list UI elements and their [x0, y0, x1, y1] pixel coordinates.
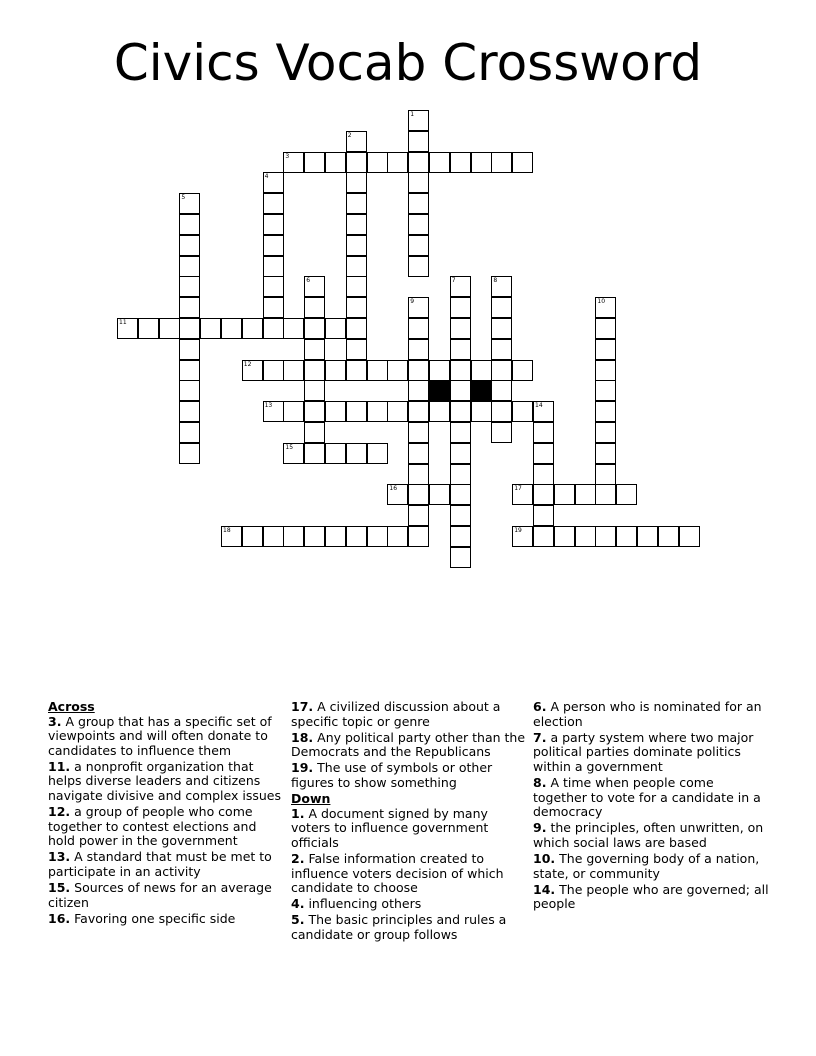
- grid-cell[interactable]: [450, 339, 471, 360]
- grid-cell[interactable]: [304, 443, 325, 464]
- grid-cell[interactable]: [491, 318, 512, 339]
- grid-cell[interactable]: [533, 464, 554, 485]
- grid-cell[interactable]: [408, 526, 429, 547]
- cell-number: 13: [264, 402, 273, 410]
- grid-cell[interactable]: [450, 380, 471, 401]
- grid-cell[interactable]: [283, 443, 304, 464]
- clue-across-3: 3. A group that has a specific set of viewpoints and will often donate to candidates to influence them: [48, 713, 272, 758]
- grid-cell[interactable]: [283, 318, 304, 339]
- grid-cell[interactable]: [450, 318, 471, 339]
- grid-cell[interactable]: [471, 401, 492, 422]
- grid-cell[interactable]: [491, 422, 512, 443]
- grid-cell[interactable]: [346, 172, 367, 193]
- grid-cell[interactable]: [575, 484, 596, 505]
- grid-cell[interactable]: [346, 131, 367, 152]
- clue-across-12: 12. a group of people who come together to contest elections and hold power in the government: [48, 804, 257, 849]
- grid-cell[interactable]: [595, 339, 616, 360]
- across-heading: Across: [48, 699, 95, 714]
- cell-number: 18: [223, 527, 231, 534]
- clue-across-13: 13. A standard that must be met to participate in an activity: [48, 849, 272, 880]
- grid-cell[interactable]: [283, 360, 304, 381]
- grid-cell[interactable]: [179, 422, 200, 443]
- grid-cell[interactable]: [263, 360, 284, 381]
- grid-cell[interactable]: [491, 380, 512, 401]
- grid-cell[interactable]: [408, 131, 429, 152]
- grid-cell[interactable]: [304, 339, 325, 360]
- cell-number: 19: [514, 527, 522, 534]
- grid-cell[interactable]: [408, 193, 429, 214]
- grid-cell[interactable]: [221, 318, 242, 339]
- clue-across-17: 17. A civilized discussion about a specific topic or genre: [291, 699, 501, 729]
- clue-down-8: 8. A time when people come together to vote for a candidate in a democracy: [533, 774, 761, 820]
- grid-cell[interactable]: [346, 318, 367, 339]
- grid-cell[interactable]: [367, 152, 388, 173]
- grid-cell[interactable]: [616, 484, 637, 505]
- grid-cell[interactable]: [179, 193, 200, 214]
- grid-cell[interactable]: [325, 318, 346, 339]
- grid-cell[interactable]: [304, 380, 325, 401]
- grid-cell[interactable]: [283, 526, 304, 547]
- grid-cell[interactable]: [491, 276, 512, 297]
- grid-cell[interactable]: [367, 526, 388, 547]
- grid-cell[interactable]: [325, 401, 346, 422]
- grid-cell[interactable]: [263, 526, 284, 547]
- page-title: Civics Vocab Crossword: [113, 34, 703, 92]
- grid-cell[interactable]: [346, 214, 367, 235]
- grid-cell[interactable]: [304, 318, 325, 339]
- grid-cell[interactable]: [263, 276, 284, 297]
- grid-cell[interactable]: [179, 235, 200, 256]
- grid-cell[interactable]: [304, 297, 325, 318]
- grid-cell[interactable]: [387, 526, 408, 547]
- grid-cell[interactable]: [325, 152, 346, 173]
- grid-cell[interactable]: [263, 235, 284, 256]
- grid-cell[interactable]: [242, 360, 263, 381]
- grid-cell[interactable]: [408, 505, 429, 526]
- grid-cell[interactable]: [471, 360, 492, 381]
- grid-cell[interactable]: [679, 526, 700, 547]
- grid-cell[interactable]: [138, 318, 159, 339]
- grid-cell[interactable]: [408, 380, 429, 401]
- clue-across-15: 15. Sources of news for an average citizen: [48, 880, 272, 910]
- cell-number: 16: [389, 485, 398, 493]
- grid-cell[interactable]: [533, 484, 554, 505]
- grid-cell[interactable]: [408, 256, 429, 277]
- grid-cell[interactable]: [575, 526, 596, 547]
- grid-cell[interactable]: [429, 484, 450, 505]
- grid-cell[interactable]: [179, 276, 200, 297]
- clue-across-11: 11. a nonprofit organization that helps diverse leaders and citizens navigate divisive and complex issues: [48, 758, 281, 804]
- grid-cell[interactable]: [346, 360, 367, 381]
- cell-number: 10: [597, 298, 606, 306]
- grid-cell[interactable]: [346, 193, 367, 214]
- clue-down-9: 9. the principles, often unwritten, on which social laws are based: [533, 820, 764, 850]
- grid-cell[interactable]: [387, 484, 408, 505]
- grid-cell[interactable]: [533, 422, 554, 443]
- grid-cell[interactable]: [179, 297, 200, 318]
- grid-cell[interactable]: [408, 401, 429, 422]
- grid-cell[interactable]: [179, 401, 200, 422]
- grid-cell[interactable]: [491, 401, 512, 422]
- grid-cell[interactable]: [159, 318, 180, 339]
- grid-cell[interactable]: [408, 214, 429, 235]
- grid-cell[interactable]: [179, 256, 200, 277]
- grid-cell[interactable]: [533, 443, 554, 464]
- grid-cell[interactable]: [304, 276, 325, 297]
- grid-cell[interactable]: [491, 152, 512, 173]
- grid-cell[interactable]: [346, 339, 367, 360]
- grid-cell[interactable]: [346, 235, 367, 256]
- grid-cell[interactable]: [450, 401, 471, 422]
- grid-cell[interactable]: [450, 276, 471, 297]
- clue-down-10: 10. The governing body of a nation, state, or community: [533, 850, 760, 881]
- grid-cell[interactable]: [450, 484, 471, 505]
- cell-number: 3: [285, 152, 290, 160]
- grid-cell[interactable]: [117, 318, 138, 339]
- cell-number: 11: [119, 319, 127, 326]
- grid-cell[interactable]: [554, 484, 575, 505]
- clues-column-2: [291, 700, 529, 944]
- blocked-cell: [471, 380, 492, 401]
- grid-cell[interactable]: [512, 484, 533, 505]
- grid-cell[interactable]: [179, 214, 200, 235]
- grid-cell[interactable]: [408, 422, 429, 443]
- cell-number: 14: [535, 402, 543, 410]
- grid-cell[interactable]: [408, 152, 429, 173]
- grid-cell[interactable]: [179, 443, 200, 464]
- cell-number: 9: [410, 298, 415, 306]
- grid-cell[interactable]: [263, 297, 284, 318]
- grid-cell[interactable]: [595, 360, 616, 381]
- grid-cell[interactable]: [408, 360, 429, 381]
- grid-cell[interactable]: [242, 318, 263, 339]
- cell-number: 12: [243, 360, 252, 368]
- blocked-cell: [429, 380, 450, 401]
- grid-cell[interactable]: [387, 360, 408, 381]
- grid-cell[interactable]: [346, 526, 367, 547]
- cell-number: 2: [347, 131, 352, 139]
- grid-cell[interactable]: [263, 193, 284, 214]
- grid-cell[interactable]: [533, 505, 554, 526]
- grid-cell[interactable]: [346, 256, 367, 277]
- grid-cell[interactable]: [179, 380, 200, 401]
- grid-cell[interactable]: [429, 401, 450, 422]
- grid-cell[interactable]: [491, 297, 512, 318]
- clues-column-3: [533, 700, 771, 913]
- grid-cell[interactable]: [450, 464, 471, 485]
- grid-cell[interactable]: [367, 401, 388, 422]
- clue-down-2: 2. False information created to influence voters decision of which candidate to choose: [291, 850, 504, 896]
- clues-column-1: [48, 700, 286, 928]
- grid-cell[interactable]: [512, 152, 533, 173]
- grid-cell[interactable]: [346, 297, 367, 318]
- grid-cell[interactable]: [242, 526, 263, 547]
- down-heading: Down: [291, 791, 331, 807]
- grid-cell[interactable]: [283, 152, 304, 173]
- grid-cell[interactable]: [263, 214, 284, 235]
- grid-cell[interactable]: [450, 443, 471, 464]
- grid-cell[interactable]: [637, 526, 658, 547]
- cell-number: 8: [493, 277, 498, 285]
- grid-cell[interactable]: [554, 526, 575, 547]
- clue-down-6: 6. A person who is nominated for an election: [533, 699, 762, 729]
- grid-cell[interactable]: [263, 172, 284, 193]
- grid-cell[interactable]: [595, 380, 616, 401]
- cell-number: 4: [264, 173, 269, 181]
- grid-cell[interactable]: [450, 152, 471, 173]
- grid-cell[interactable]: [179, 360, 200, 381]
- grid-cell[interactable]: [595, 484, 616, 505]
- grid-cell[interactable]: [325, 360, 346, 381]
- grid-cell[interactable]: [263, 318, 284, 339]
- grid-cell[interactable]: [491, 360, 512, 381]
- grid-cell[interactable]: [429, 360, 450, 381]
- grid-cell[interactable]: [304, 152, 325, 173]
- grid-cell[interactable]: [408, 318, 429, 339]
- grid-cell[interactable]: [491, 339, 512, 360]
- grid-cell[interactable]: [408, 443, 429, 464]
- grid-cell[interactable]: [304, 360, 325, 381]
- grid-cell[interactable]: [533, 401, 554, 422]
- grid-cell[interactable]: [221, 526, 242, 547]
- grid-cell[interactable]: [367, 443, 388, 464]
- grid-cell[interactable]: [595, 422, 616, 443]
- grid-cell[interactable]: [595, 443, 616, 464]
- grid-cell[interactable]: [616, 526, 637, 547]
- grid-cell[interactable]: [408, 110, 429, 131]
- grid-cell[interactable]: [325, 526, 346, 547]
- clue-down-7: 7. a party system where two major political parties dominate politics within a government: [533, 729, 754, 774]
- grid-cell[interactable]: [283, 401, 304, 422]
- grid-cell[interactable]: [346, 276, 367, 297]
- grid-cell[interactable]: [304, 401, 325, 422]
- grid-cell[interactable]: [408, 172, 429, 193]
- grid-cell[interactable]: [179, 318, 200, 339]
- grid-cell[interactable]: [450, 422, 471, 443]
- grid-cell[interactable]: [595, 526, 616, 547]
- grid-cell[interactable]: [346, 401, 367, 422]
- grid-cell[interactable]: [179, 339, 200, 360]
- grid-cell[interactable]: [512, 401, 533, 422]
- grid-cell[interactable]: [263, 401, 284, 422]
- grid-cell[interactable]: [304, 422, 325, 443]
- clue-across-18: 18. Any political party other than the Democrats and the Republicans: [291, 729, 526, 760]
- grid-cell[interactable]: [408, 235, 429, 256]
- grid-cell[interactable]: [408, 297, 429, 318]
- grid-cell[interactable]: [595, 297, 616, 318]
- grid-cell[interactable]: [450, 297, 471, 318]
- clue-across-16: 16. Favoring one specific side: [48, 910, 236, 926]
- grid-cell[interactable]: [450, 526, 471, 547]
- grid-cell[interactable]: [658, 526, 679, 547]
- grid-cell[interactable]: [533, 526, 554, 547]
- grid-cell[interactable]: [471, 152, 492, 173]
- clue-down-1: 1. A document signed by many voters to influence government officials: [291, 805, 489, 850]
- cell-number: 1: [410, 111, 415, 118]
- grid-cell[interactable]: [200, 318, 221, 339]
- clue-down-4: 4. influencing others: [291, 896, 422, 912]
- grid-cell[interactable]: [408, 339, 429, 360]
- clue-down-5: 5. The basic principles and rules a candidate or group follows: [291, 912, 507, 942]
- grid-cell[interactable]: [408, 484, 429, 505]
- grid-cell[interactable]: [387, 152, 408, 173]
- grid-cell[interactable]: [450, 505, 471, 526]
- cell-number: 6: [306, 277, 311, 285]
- grid-cell[interactable]: [325, 443, 346, 464]
- grid-cell[interactable]: [512, 360, 533, 381]
- grid-cell[interactable]: [450, 360, 471, 381]
- grid-cell[interactable]: [367, 360, 388, 381]
- cell-number: 15: [285, 443, 294, 451]
- grid-cell[interactable]: [595, 401, 616, 422]
- grid-cell[interactable]: [408, 464, 429, 485]
- clue-down-14: 14. The people who are governed; all people: [533, 881, 769, 912]
- grid-cell[interactable]: [263, 256, 284, 277]
- clue-across-19: 19. The use of symbols or other figures to show something: [291, 760, 493, 790]
- grid-cell[interactable]: [450, 547, 471, 568]
- grid-cell[interactable]: [304, 526, 325, 547]
- grid-cell[interactable]: [346, 152, 367, 173]
- grid-cell[interactable]: [346, 443, 367, 464]
- grid-cell[interactable]: [429, 152, 450, 173]
- grid-cell[interactable]: [595, 318, 616, 339]
- grid-cell[interactable]: [595, 464, 616, 485]
- grid-cell[interactable]: [512, 526, 533, 547]
- cell-number: 7: [451, 277, 456, 285]
- cell-number: 5: [181, 194, 186, 202]
- grid-cell[interactable]: [387, 401, 408, 422]
- cell-number: 17: [514, 485, 522, 493]
